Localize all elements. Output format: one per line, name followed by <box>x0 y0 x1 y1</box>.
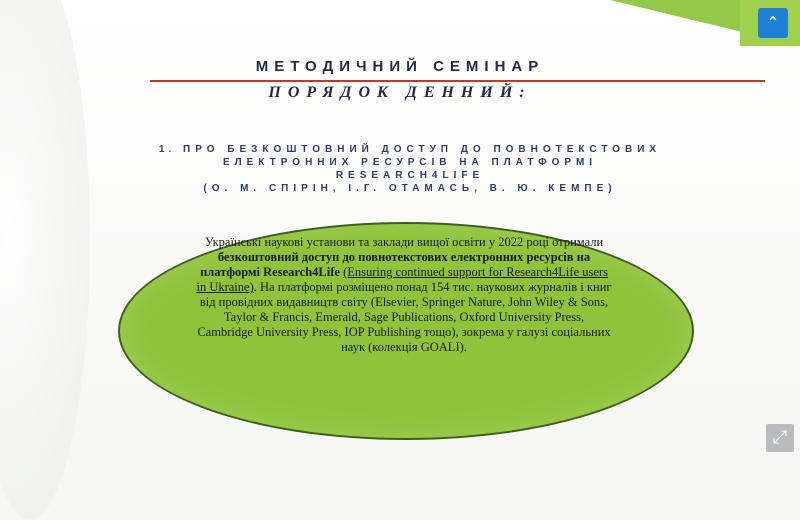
title-divider <box>150 80 765 82</box>
slide-title: МЕТОДИЧНИЙ СЕМІНАР <box>255 58 545 75</box>
ellipse-text-bold: безкоштовний доступ до повнотекстових електронних ресурсів на платформі Research4Life <box>200 250 591 279</box>
ellipse-text-body: . На платформі розміщено понад 154 тис. наукових журналів і книг від провідних видавництв світу (Elsevier, Springer Nature, John Wiley & Sons, Taylor & Francis, Emerald, Sage Publications, Oxford University Press, Cambridge University Press, IOP Publishing тощо), зокрема у галузі соціальних наук (колекція GOALI). <box>197 280 612 354</box>
ellipse-text <box>195 235 613 355</box>
ellipse-text-intro: Українські наукові установи та заклади вищої освіти у 2022 році отримали <box>204 235 604 249</box>
agenda-line-3: RESEARCH4LIFE <box>335 170 485 181</box>
research4life-link[interactable]: (Ensuring continued support for Research4Life users in Ukraine) <box>196 265 608 294</box>
agenda-line-1 <box>80 143 740 156</box>
agenda-authors: (О. М. СПІРІН, І.Г. ОТАМАСЬ, В. Ю. КЕМПЕ) <box>203 183 617 194</box>
expand-icon[interactable]: ⤢ <box>766 424 794 452</box>
agenda-item <box>80 143 740 195</box>
slide-subtitle: ПОРЯДОК ДЕННИЙ: <box>268 84 532 101</box>
agenda-line-2: ЕЛЕКТРОННИХ РЕСУРСІВ НА ПЛАТФОРМІ <box>222 157 598 168</box>
decorative-curve <box>0 0 90 520</box>
agenda-text-1: ПРО БЕЗКОШТОВНИЙ ДОСТУП ДО ПОВНОТЕКСТОВИХ <box>183 144 662 155</box>
agenda-number: 1. <box>158 144 176 155</box>
chevron-up-icon[interactable]: ⌃ <box>758 8 788 38</box>
